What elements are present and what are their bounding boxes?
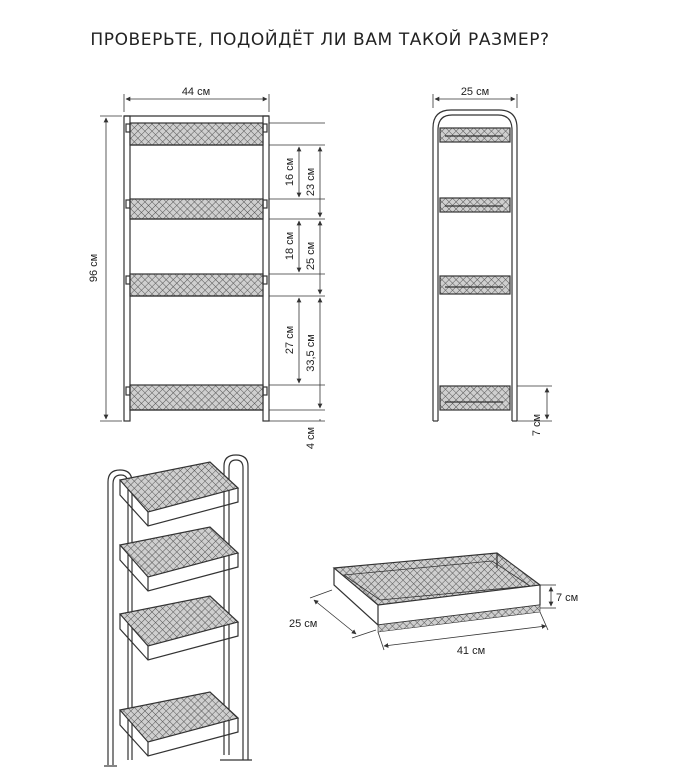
total-height-dimension bbox=[100, 116, 122, 421]
gap3-outer-label: 33,5 см bbox=[305, 334, 317, 372]
gap1-outer-label: 23 см bbox=[305, 167, 317, 197]
gap2-outer-label: 25 см bbox=[305, 241, 317, 271]
side-basket-1 bbox=[440, 128, 510, 142]
page-title: ПРОВЕРЬТЕ, ПОДОЙДЁТ ЛИ ВАМ ТАКОЙ РАЗМЕР? bbox=[90, 30, 550, 50]
gap3-inner-label: 27 см bbox=[284, 325, 296, 355]
gap2-inner-label: 18 см bbox=[284, 231, 296, 261]
gap1-inner-label: 16 см bbox=[284, 157, 296, 187]
side-basket-4 bbox=[440, 386, 510, 410]
basket-height-dimension bbox=[540, 585, 556, 608]
total-height-label: 96 см bbox=[88, 253, 100, 283]
front-right-post bbox=[263, 116, 269, 421]
side-view bbox=[433, 110, 517, 421]
interval-dimensions bbox=[269, 123, 325, 421]
front-view bbox=[124, 116, 269, 421]
side-basket-2 bbox=[440, 198, 510, 212]
basket-height-label: 7 см bbox=[556, 592, 579, 604]
basket-width-label: 41 см bbox=[456, 645, 486, 657]
bottom-clearance-label: 4 см bbox=[305, 426, 317, 450]
front-shelf-2 bbox=[130, 199, 263, 219]
front-width-label: 44 см bbox=[181, 86, 211, 98]
side-bottom-label: 7 см bbox=[531, 413, 543, 437]
front-left-post bbox=[124, 116, 130, 421]
perspective-rack bbox=[104, 455, 252, 766]
side-basket-3 bbox=[440, 276, 510, 294]
side-depth-label: 25 см bbox=[460, 86, 490, 98]
front-shelf-4 bbox=[130, 385, 263, 410]
single-basket bbox=[334, 553, 540, 632]
basket-depth-label: 25 см bbox=[289, 618, 318, 630]
front-shelf-3 bbox=[130, 274, 263, 296]
front-shelf-1 bbox=[130, 123, 263, 145]
